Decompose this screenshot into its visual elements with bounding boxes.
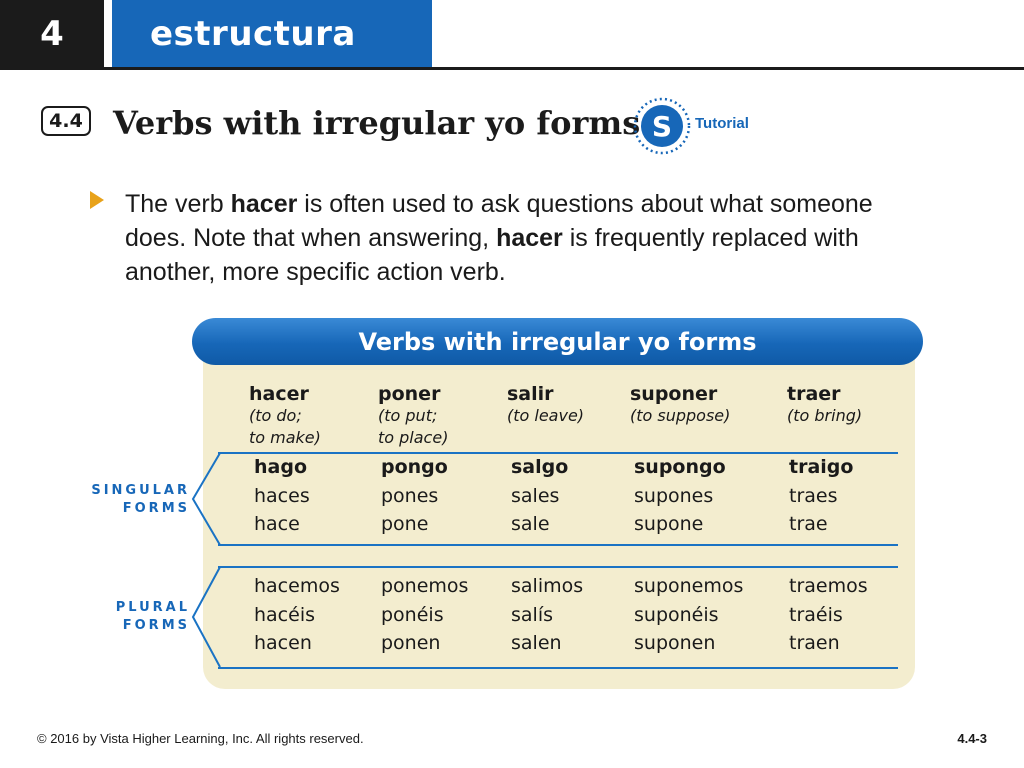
cell-plural-2-suponer: suponéis — [634, 604, 719, 626]
gloss-poner-1: (to put; — [378, 406, 438, 425]
cell-singular-2-salir: sales — [511, 485, 560, 507]
bullet-paragraph — [125, 187, 925, 289]
cell-singular-3-suponer: supone — [634, 513, 704, 535]
gloss-poner-2: to place) — [378, 428, 449, 447]
verb-header-traer: traer — [787, 383, 841, 405]
header-divider — [0, 67, 1024, 70]
bullet-text-3: is frequently replaced with another, more specific action verb. — [125, 224, 859, 286]
singular-bracket — [190, 452, 222, 546]
gloss-suponer-1: (to suppose) — [630, 406, 731, 425]
cell-plural-2-traer: traéis — [789, 604, 843, 626]
cell-singular-1-traer: traigo — [789, 456, 854, 478]
cell-plural-1-traer: traemos — [789, 575, 868, 597]
plural-bracket — [190, 566, 222, 669]
plural-label-line1: PLURAL — [115, 600, 190, 615]
cell-singular-1-suponer: supongo — [634, 456, 726, 478]
copyright-notice: © 2016 by Vista Higher Learning, Inc. All rights reserved. — [37, 731, 364, 746]
bullet-text-1: The verb — [125, 190, 231, 218]
cell-singular-2-traer: traes — [789, 485, 838, 507]
singular-top-line — [218, 452, 898, 454]
cell-singular-2-hacer: haces — [254, 485, 310, 507]
tutorial-icon[interactable] — [633, 97, 691, 155]
verb-header-salir: salir — [507, 383, 554, 405]
slide-number: 4.4-3 — [957, 731, 987, 746]
section-number-badge: 4.4 — [41, 106, 91, 136]
cell-plural-1-suponer: suponemos — [634, 575, 744, 597]
cell-plural-3-suponer: suponen — [634, 632, 716, 654]
cell-plural-2-salir: salís — [511, 604, 553, 626]
gloss-salir-1: (to leave) — [507, 406, 585, 425]
tutorial-link[interactable]: Tutorial — [695, 115, 749, 132]
cell-singular-1-salir: salgo — [511, 456, 569, 478]
verb-header-hacer: hacer — [249, 383, 309, 405]
cell-singular-1-hacer: hago — [254, 456, 308, 478]
cell-singular-2-poner: pones — [381, 485, 439, 507]
tutorial-icon-letter: S — [651, 110, 673, 143]
chapter-number: 4 — [0, 0, 104, 68]
cell-plural-3-salir: salen — [511, 632, 562, 654]
bullet-arrow-icon — [90, 191, 104, 209]
bullet-bold-2: hacer — [496, 224, 563, 252]
cell-singular-3-hacer: hace — [254, 513, 300, 535]
singular-label-line2: FORMS — [122, 501, 190, 516]
gloss-hacer-1: (to do; — [249, 406, 302, 425]
cell-singular-3-salir: sale — [511, 513, 550, 535]
cell-plural-3-traer: traen — [789, 632, 840, 654]
singular-label-line1: SINGULAR — [91, 483, 190, 498]
singular-forms-label — [80, 482, 190, 518]
cell-plural-3-poner: ponen — [381, 632, 441, 654]
cell-singular-2-suponer: supones — [634, 485, 714, 507]
bullet-bold-1: hacer — [230, 190, 298, 218]
singular-bottom-line — [218, 544, 898, 546]
cell-singular-1-poner: pongo — [381, 456, 448, 478]
chapter-title: estructura — [112, 0, 432, 68]
plural-label-line2: FORMS — [122, 618, 190, 633]
gloss-traer-1: (to bring) — [787, 406, 863, 425]
cell-plural-2-poner: ponéis — [381, 604, 444, 626]
table-title: Verbs with irregular yo forms — [192, 318, 923, 365]
cell-plural-1-salir: salimos — [511, 575, 584, 597]
cell-singular-3-traer: trae — [789, 513, 828, 535]
cell-plural-1-hacer: hacemos — [254, 575, 340, 597]
plural-top-line — [218, 566, 898, 568]
cell-plural-3-hacer: hacen — [254, 632, 312, 654]
bullet-text-2: is often used to ask questions about what someone does. Note that when answering, — [125, 190, 873, 252]
cell-plural-1-poner: ponemos — [381, 575, 469, 597]
cell-plural-2-hacer: hacéis — [254, 604, 315, 626]
cell-singular-3-poner: pone — [381, 513, 429, 535]
section-title: Verbs with irregular yo forms — [113, 104, 641, 142]
verb-header-poner: poner — [378, 383, 441, 405]
gloss-hacer-2: to make) — [249, 428, 321, 447]
plural-forms-label — [80, 599, 190, 635]
plural-bottom-line — [218, 667, 898, 669]
verb-header-suponer: suponer — [630, 383, 718, 405]
